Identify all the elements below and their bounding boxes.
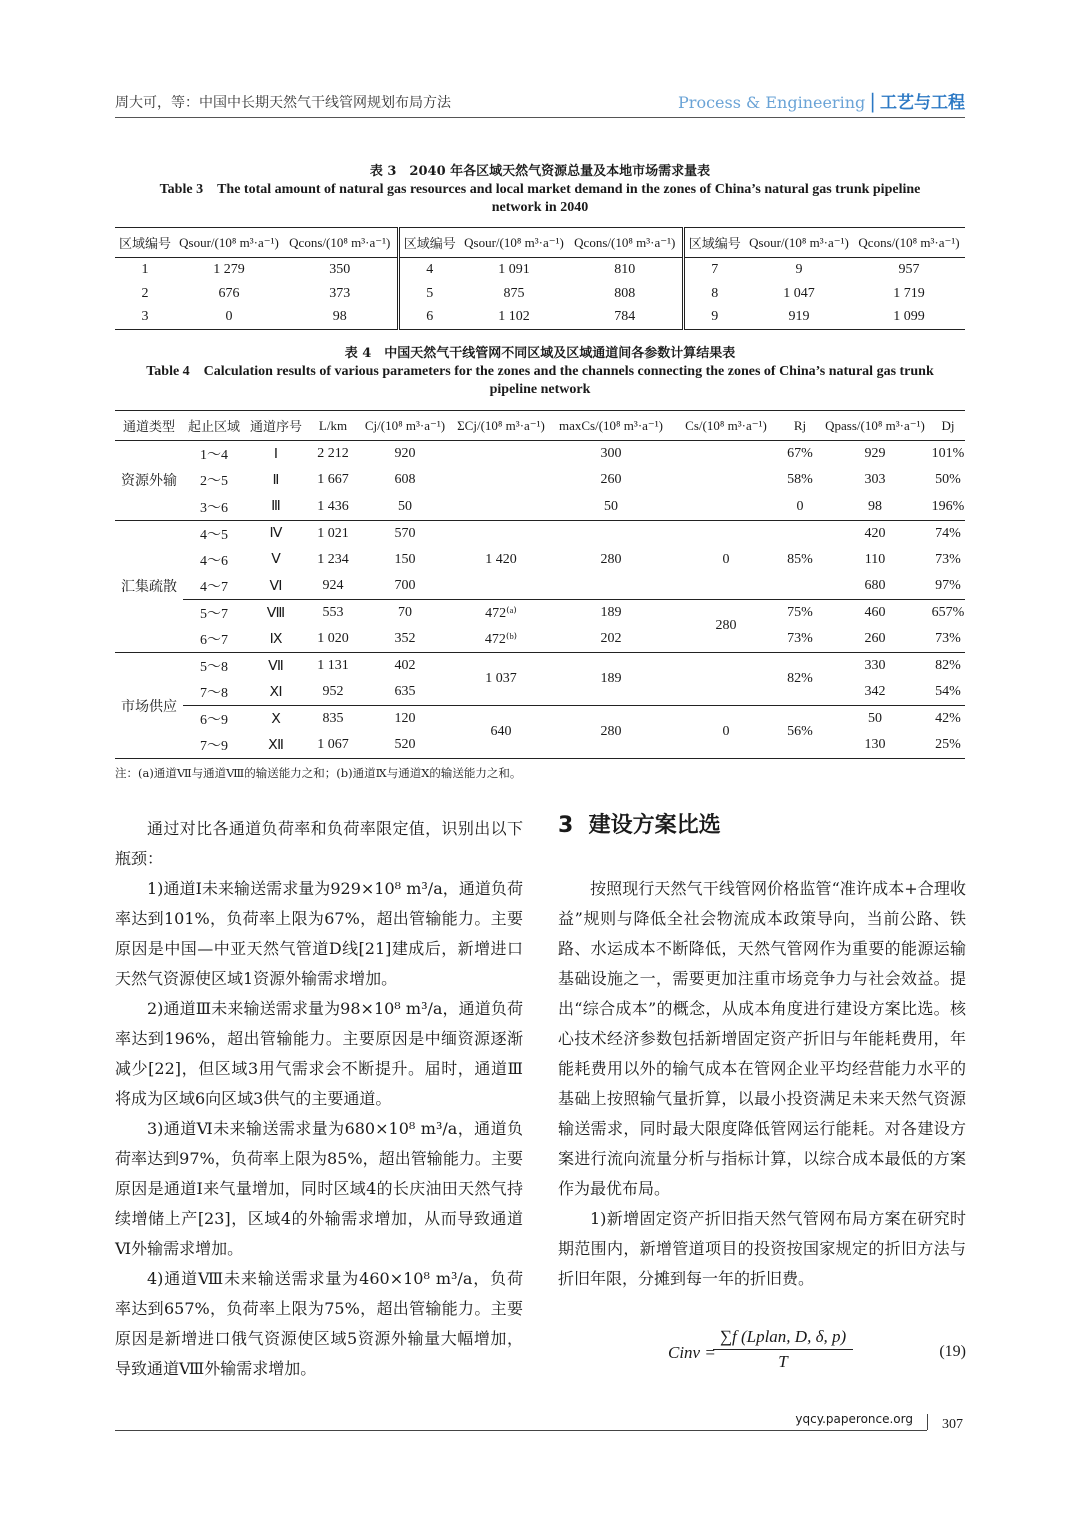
table4-header-cell: Rj bbox=[781, 411, 819, 441]
table4-cell: 1 436 bbox=[317, 498, 349, 514]
table3-cell: 1 279 bbox=[213, 261, 245, 277]
table3-caption-cn: 表 3 2040 年各区域天然气资源总量及本地市场需求量表 bbox=[369, 164, 711, 179]
table4-cell: 50% bbox=[935, 472, 961, 488]
table3-header-cell: 区域编号 bbox=[115, 228, 175, 258]
table4-caption-en: Table 4 Calculation results of various parameters for the zones and the channels connecting the zones of China’s natural gas trunk bbox=[146, 364, 934, 379]
equation-lhs: Cinv = bbox=[668, 1343, 716, 1362]
table4-cell: 6～7 bbox=[200, 633, 228, 648]
table3-cell: 98 bbox=[332, 309, 347, 325]
table4-cell: 920 bbox=[394, 446, 416, 461]
table4-cell: 352 bbox=[394, 631, 416, 646]
table4-header-cell: 通道序号 bbox=[245, 411, 307, 441]
table4-cell: 130 bbox=[864, 737, 886, 752]
table4-cell: 2 212 bbox=[317, 446, 349, 461]
table3-cell: 1 719 bbox=[893, 285, 925, 301]
table4-cell: 98 bbox=[868, 498, 882, 514]
table4-header-cell: Cs/(10⁸ m³·a⁻¹) bbox=[671, 411, 781, 441]
table4-cell: 97% bbox=[935, 578, 961, 593]
left-column bbox=[115, 814, 523, 1384]
page-number: 307 bbox=[942, 1417, 963, 1432]
table4-cell: 680 bbox=[864, 578, 886, 593]
table4-cell: 74% bbox=[931, 520, 965, 547]
table4-cell: 42% bbox=[931, 706, 965, 733]
table4-cell: Ⅳ bbox=[245, 520, 307, 547]
table4-cell: 2～5 bbox=[200, 474, 228, 490]
table3-header-cell: Qcons/(10⁸ m³·a⁻¹) bbox=[283, 228, 398, 258]
table4-caption-en-2: pipeline network bbox=[489, 382, 591, 397]
table3-cell: 1 047 bbox=[783, 285, 815, 301]
table4-cell: 640 bbox=[451, 706, 551, 759]
table3-cell: 1 099 bbox=[893, 309, 925, 325]
table4-cell: 402 bbox=[359, 653, 451, 680]
table4-cell: 75% bbox=[781, 600, 819, 627]
right-paragraph: 1)新增固定资产折旧指天然气管网布局方案在研究时期范围内，新增管道项目的投资按国家规定的折旧方法与折旧年限，分摊到每一年的折旧费。 bbox=[558, 1209, 966, 1288]
table3-cell: 8 bbox=[683, 282, 745, 306]
table4-cell: 1 021 bbox=[307, 520, 359, 547]
journal-url: yqcy.paperonce.org bbox=[795, 1412, 913, 1426]
table3-cell: 808 bbox=[614, 285, 636, 301]
table4-cell: 110 bbox=[864, 551, 886, 567]
table3-cell: 350 bbox=[329, 261, 351, 277]
table4-cell: 1～4 bbox=[200, 448, 228, 463]
left-paragraph: 2)通道Ⅲ未来输送需求量为98×10⁸ m³/a，通道负荷率达到196%，超出管输能力。主要原因是中缅资源逐渐减少[22]，但区域3用气需求会不断提升。届时，通道Ⅲ将成为区域6向区域3供气的主要通道。 bbox=[115, 999, 523, 1108]
table4-cell: 280 bbox=[551, 520, 671, 600]
table4-header-cell: Dj bbox=[931, 411, 965, 441]
table4-header-cell: maxCs/(10⁸ m³·a⁻¹) bbox=[551, 411, 671, 441]
table4-cell: 7～9 bbox=[200, 739, 228, 754]
table4-row bbox=[115, 653, 965, 680]
table4-header-cell: 通道类型 bbox=[115, 411, 183, 441]
table4-cell: 202 bbox=[600, 631, 622, 646]
table3-cell: 875 bbox=[503, 285, 525, 301]
table4-cell: 700 bbox=[394, 578, 416, 593]
table4-cell: 0 bbox=[796, 498, 804, 514]
table4-cell: 420 bbox=[819, 520, 931, 547]
table3-cell: 7 bbox=[683, 258, 745, 282]
table4-cell: 472⁽ᵇ⁾ bbox=[484, 631, 518, 647]
table4-cell: 189 bbox=[551, 653, 671, 706]
table4-cell: 460 bbox=[819, 600, 931, 627]
table4-note: 注：(a)通道Ⅶ与通道Ⅷ的输送能力之和；(b)通道Ⅸ与通道Ⅹ的输送能力之和。 bbox=[115, 766, 522, 780]
table3-header-cell: Qcons/(10⁸ m³·a⁻¹) bbox=[853, 228, 965, 258]
table3-cell: 4 bbox=[398, 258, 460, 282]
section-title: 建设方案比选 bbox=[588, 813, 721, 838]
equation-denominator: T bbox=[778, 1352, 788, 1371]
table3-cell: 2 bbox=[141, 285, 149, 301]
table4-cell: 342 bbox=[864, 684, 886, 699]
table4-cell: 3～6 bbox=[200, 500, 228, 516]
table3-caption-en: Table 3 The total amount of natural gas resources and local market demand in the zones of China’s natural gas trunk pipeline bbox=[159, 182, 921, 197]
table4-cell: 73% bbox=[935, 631, 961, 646]
table3-cell: 5 bbox=[398, 282, 460, 306]
table3-cell: 784 bbox=[614, 309, 636, 325]
section-number: 3 bbox=[558, 813, 574, 838]
header-rule bbox=[115, 117, 965, 118]
table4-cell: Ⅻ bbox=[268, 737, 284, 753]
table4-cell: Ⅰ bbox=[273, 446, 279, 462]
table4-cell: 0 bbox=[671, 520, 781, 600]
left-paragraph: 通过对比各通道负荷率和负荷率限定值，识别出以下瓶颈： bbox=[115, 819, 523, 868]
table3-cell: 676 bbox=[218, 285, 240, 301]
table4-caption-cn: 表 4 中国天然气干线管网不同区域及区域通道间各参数计算结果表 bbox=[344, 346, 736, 361]
table4-cell: 50 bbox=[819, 706, 931, 733]
table4-cell: Ⅸ bbox=[269, 631, 283, 647]
left-paragraph: 4)通道Ⅷ未来输送需求量为460×10⁸ m³/a，负荷率达到657%，负荷率上限为75%，超出管输能力。主要原因是新增进口俄气资源使区域5资源外输量大幅增加，导致通道Ⅷ外输需求增加。 bbox=[115, 1269, 523, 1378]
table4-cell: Ⅴ bbox=[271, 552, 281, 568]
table4-cell: 54% bbox=[935, 684, 961, 699]
table4-cell: 4～7 bbox=[200, 580, 228, 595]
table4-cell: 58% bbox=[787, 472, 813, 488]
table3-header-cell: 区域编号 bbox=[398, 228, 460, 258]
table3-cell: 9 bbox=[683, 306, 745, 330]
table3-cell: 810 bbox=[614, 261, 636, 277]
table4-group-label: 资源外输 bbox=[115, 441, 183, 521]
table4-cell: 85% bbox=[781, 520, 819, 600]
table4-header-cell: Qpass/(10⁸ m³·a⁻¹) bbox=[819, 411, 931, 441]
table4-cell: 1 131 bbox=[307, 653, 359, 680]
table4-row bbox=[115, 467, 965, 494]
table4-group-label: 市场供应 bbox=[115, 653, 183, 759]
table3-cell: 0 bbox=[225, 309, 233, 325]
table4-cell bbox=[671, 653, 781, 706]
table4-cell: 303 bbox=[864, 472, 886, 488]
table4-cell: 101% bbox=[931, 446, 965, 461]
table4-cell: 4～6 bbox=[200, 553, 228, 569]
table4-cell bbox=[451, 494, 551, 521]
table4-cell: 635 bbox=[394, 684, 416, 699]
left-paragraph: 1)通道Ⅰ未来输送需求量为929×10⁸ m³/a，通道负荷率达到101%，负荷率上限为67%，超出管输能力。主要原因是中国—中亚天然气管道D线[21]建成后，新增进口天然气资源使区域1资源外输需求增加。 bbox=[115, 879, 523, 988]
table4-row bbox=[115, 494, 965, 521]
table4-row bbox=[115, 520, 965, 547]
table4-group-label: 汇集疏散 bbox=[115, 520, 183, 653]
table4-header-cell: Cj/(10⁸ m³·a⁻¹) bbox=[359, 411, 451, 441]
table4-cell: 189 bbox=[551, 600, 671, 627]
table4-cell: 0 bbox=[671, 706, 781, 759]
table4-cell: 280 bbox=[671, 600, 781, 653]
table4-header-cell: 起止区域 bbox=[183, 411, 245, 441]
equation-number: (19) bbox=[939, 1343, 966, 1360]
table4-cell: 150 bbox=[394, 551, 416, 567]
table4-cell: Ⅶ bbox=[245, 653, 307, 680]
table4-cell: 82% bbox=[931, 653, 965, 680]
table4-cell: 1 234 bbox=[317, 551, 349, 567]
table3-cell: 1 091 bbox=[498, 261, 530, 277]
table4-cell: 50 bbox=[604, 498, 618, 514]
table4-cell: 1 667 bbox=[317, 472, 349, 488]
table4-cell: 67% bbox=[787, 446, 813, 461]
table4-cell bbox=[671, 494, 781, 521]
right-paragraph: 按照现行天然气干线管网价格监管“准许成本+合理收益”规则与降低全社会物流成本政策导向，当前公路、铁路、水运成本不断降低，天然气管网作为重要的能源运输基础设施之一，需要更加注重市场竞争力与社会效益。提出“综合成本”的概念，从成本角度进行建设方案比选。核心技术经济参数包括新增固定资产折旧与年能耗费用，年能耗费用以外的输气成本在管网企业平均经营能力水平的基础上按照输气量折算，以最小投资满足未来天然气资源输送需求，同时最大限度降低管网运行能耗。对各建设方案进行流向流量分析与指标计算，以综合成本最低的方案作为最优布局。 bbox=[558, 879, 966, 1198]
table4-cell: 5～7 bbox=[183, 600, 245, 627]
table4-cell: 7～8 bbox=[200, 686, 228, 701]
table4-header-cell: ΣCj/(10⁸ m³·a⁻¹) bbox=[451, 411, 551, 441]
table4-cell: 520 bbox=[394, 737, 416, 752]
journal-section-header bbox=[678, 88, 965, 113]
table3-row bbox=[115, 306, 965, 330]
table4-cell: 1 037 bbox=[451, 653, 551, 706]
section-name-cn: 工艺与工程 bbox=[880, 93, 965, 113]
table4-cell: 570 bbox=[359, 520, 451, 547]
table4-cell: 952 bbox=[322, 684, 344, 699]
table4-header-cell: L/km bbox=[307, 411, 359, 441]
table4-cell: 1 020 bbox=[317, 631, 349, 646]
table3-caption bbox=[115, 163, 965, 217]
table4-row bbox=[115, 626, 965, 653]
table4-cell: 300 bbox=[600, 446, 622, 461]
table4-cell: 4～5 bbox=[183, 520, 245, 547]
table4-cell: 196% bbox=[931, 498, 965, 514]
table4-cell: 260 bbox=[864, 631, 886, 646]
table3-cell: 1 102 bbox=[498, 309, 530, 325]
equation-numerator: ∑f (Lplan, D, δ, p) bbox=[713, 1327, 853, 1350]
table4-caption bbox=[115, 345, 965, 399]
table3-caption-en-2: network in 2040 bbox=[491, 200, 589, 215]
table4-cell: 330 bbox=[819, 653, 931, 680]
table4-cell: 260 bbox=[600, 472, 622, 488]
table3-cell: 1 bbox=[141, 261, 149, 277]
table4-row bbox=[115, 441, 965, 468]
table4-cell: 5～8 bbox=[183, 653, 245, 680]
footer-tick bbox=[927, 1414, 928, 1430]
table3-header-cell: Qcons/(10⁸ m³·a⁻¹) bbox=[568, 228, 683, 258]
table4-cell: 472⁽ᵃ⁾ bbox=[451, 600, 551, 627]
table4-cell: Ⅹ bbox=[245, 706, 307, 733]
table3-cell: 957 bbox=[898, 261, 920, 277]
table4-cell: 6～9 bbox=[183, 706, 245, 733]
table3-header-cell: Qsour/(10⁸ m³·a⁻¹) bbox=[745, 228, 853, 258]
header-separator: | bbox=[869, 89, 876, 113]
running-header-title: 周大可，等：中国中长期天然气干线管网规划布局方法 bbox=[115, 95, 451, 111]
table4-cell: Ⅷ bbox=[245, 600, 307, 627]
table4-cell bbox=[671, 467, 781, 494]
table4-cell: Ⅲ bbox=[271, 499, 281, 514]
table3-cell: 3 bbox=[141, 309, 149, 325]
table4-cell: 82% bbox=[781, 653, 819, 706]
table4-row bbox=[115, 600, 965, 627]
table4-cell: 120 bbox=[359, 706, 451, 733]
section-name-en: Process & Engineering bbox=[678, 93, 866, 112]
table4-cell: 70 bbox=[359, 600, 451, 627]
table4-cell: 657% bbox=[931, 600, 965, 627]
table3-header-cell: Qsour/(10⁸ m³·a⁻¹) bbox=[175, 228, 283, 258]
table3-cell: 6 bbox=[398, 306, 460, 330]
table4-cell: 553 bbox=[307, 600, 359, 627]
table3-cell: 9 bbox=[795, 261, 803, 277]
table3-row bbox=[115, 258, 965, 282]
table4-cell: Ⅵ bbox=[269, 578, 283, 594]
table3-header-cell: Qsour/(10⁸ m³·a⁻¹) bbox=[460, 228, 568, 258]
table4 bbox=[115, 410, 965, 759]
table4-cell bbox=[451, 441, 551, 468]
equation-19 bbox=[558, 1325, 966, 1375]
table4-row bbox=[115, 706, 965, 733]
table4-cell: 25% bbox=[935, 737, 961, 752]
table4-cell: 924 bbox=[322, 578, 344, 593]
table4-cell: Ⅺ bbox=[269, 684, 283, 700]
right-column bbox=[558, 874, 966, 1294]
table4-cell: 73% bbox=[935, 551, 961, 567]
table4-cell: 929 bbox=[864, 446, 886, 461]
footer-rule bbox=[115, 1430, 927, 1431]
section-heading bbox=[558, 808, 721, 839]
table4-cell bbox=[671, 441, 781, 468]
left-paragraph: 3)通道Ⅵ未来输送需求量为680×10⁸ m³/a，通道负荷率达到97%，负荷率上限为85%，超出管输能力。主要原因是通道Ⅰ来气量增加，同时区域4的长庆油田天然气持续增储上产[23]，区域4的外输需求增加，从而导致通道Ⅵ外输需求增加。 bbox=[115, 1119, 523, 1258]
equation-fraction bbox=[713, 1327, 853, 1372]
table4-cell: Ⅱ bbox=[272, 472, 280, 488]
table3-cell: 919 bbox=[788, 309, 810, 325]
table3-cell: 373 bbox=[329, 285, 351, 301]
table3 bbox=[115, 227, 965, 330]
table4-cell: 1 067 bbox=[317, 737, 349, 752]
table4-cell bbox=[451, 467, 551, 494]
table4-cell: 73% bbox=[787, 631, 813, 646]
table4-cell: 56% bbox=[781, 706, 819, 759]
table3-header-cell: 区域编号 bbox=[683, 228, 745, 258]
table4-cell: 835 bbox=[307, 706, 359, 733]
table4-cell: 50 bbox=[398, 498, 412, 514]
table3-row bbox=[115, 282, 965, 306]
table4-cell: 280 bbox=[551, 706, 671, 759]
table4-cell: 1 420 bbox=[451, 520, 551, 600]
table4-cell: 608 bbox=[394, 472, 416, 488]
